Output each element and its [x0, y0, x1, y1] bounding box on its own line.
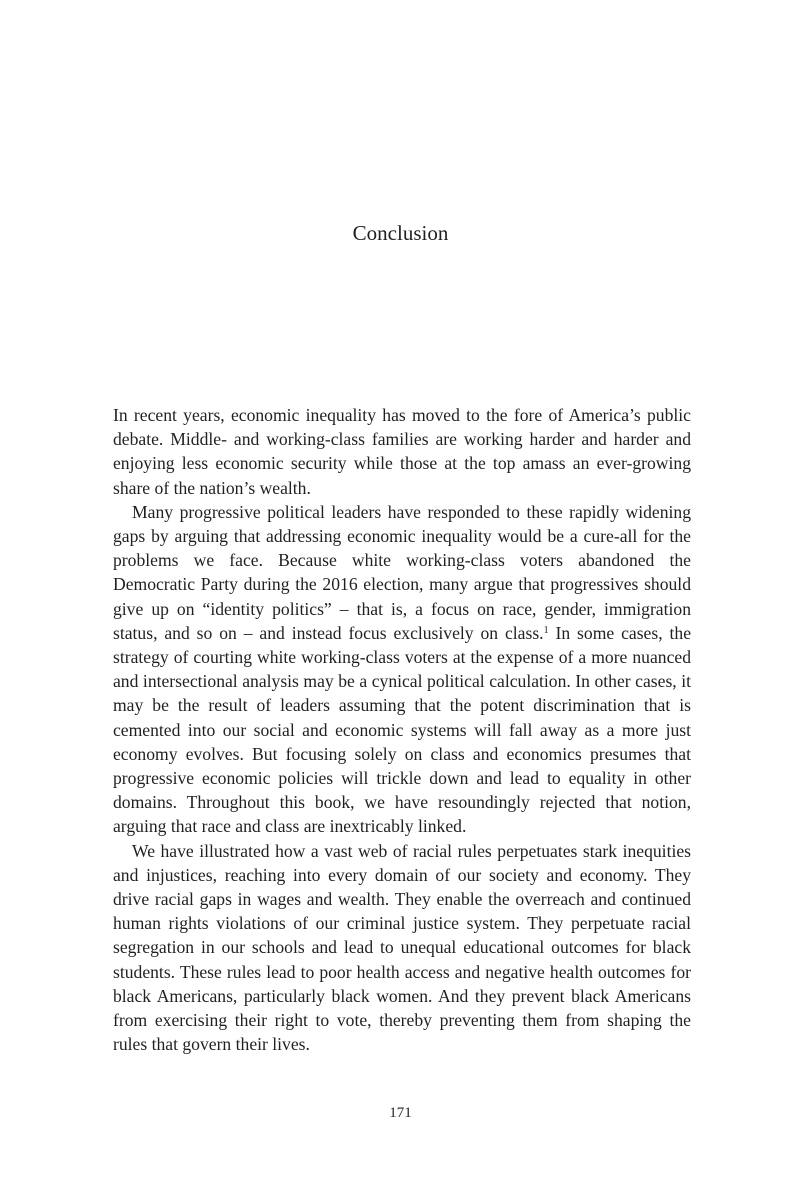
page-number: 171: [389, 1105, 412, 1121]
paragraph-2: [113, 500, 691, 839]
body-text: [113, 403, 691, 1056]
paragraph-2-text-before-note: Many progressive political leaders have responded to these rapidly widening gaps by arguing that addressing economic inequality would be a cure-all for the problems we face. Because white working-class voters abandoned the Democratic Party during the 2016 election, many argue that progressives should give up on “identity politics” – that is, a focus on race, gender, immigration status, and so on – and instead focus exclusively on class.: [113, 501, 691, 643]
footnote-reference: 1: [543, 624, 549, 636]
chapter-title: Conclusion: [352, 221, 449, 245]
paragraph-3: We have illustrated how a vast web of racial rules perpetuates stark inequities and injustices, reaching into every domain of our society and economy. They drive racial gaps in wages and wealth. They enable the overreach and continued human rights violations of our criminal justice system. They perpetuate racial segregation in our schools and lead to unequal educational outcomes for black students. These rules lead to poor health access and negative health outcomes for black Americans, particularly black women. And they prevent black Americans from exercising their right to vote, thereby preventing them from shaping the rules that govern their lives.: [113, 840, 691, 1055]
paragraph-1: In recent years, economic inequality has moved to the fore of America’s public debate. Middle- and working-class families are working harder and harder and enjoying less economic security while those at the top amass an ever-growing share of the nation’s wealth.: [113, 405, 691, 498]
paragraph-2-text-after-note: In some cases, the strategy of courting white working-class voters at the expense of a more nuanced and intersectional analysis may be a cynical political calculation. In other cases, it may be the result of leaders assuming that the potent discrimination that is cemented into our social and economic systems will fall away as a more just economy evolves. But focusing solely on class and economics presumes that progressive economic policies will trickle down and lead to equality in other domains. Throughout this book, we have resoundingly rejected that notion, arguing that race and class are inextricably linked.: [113, 622, 692, 837]
